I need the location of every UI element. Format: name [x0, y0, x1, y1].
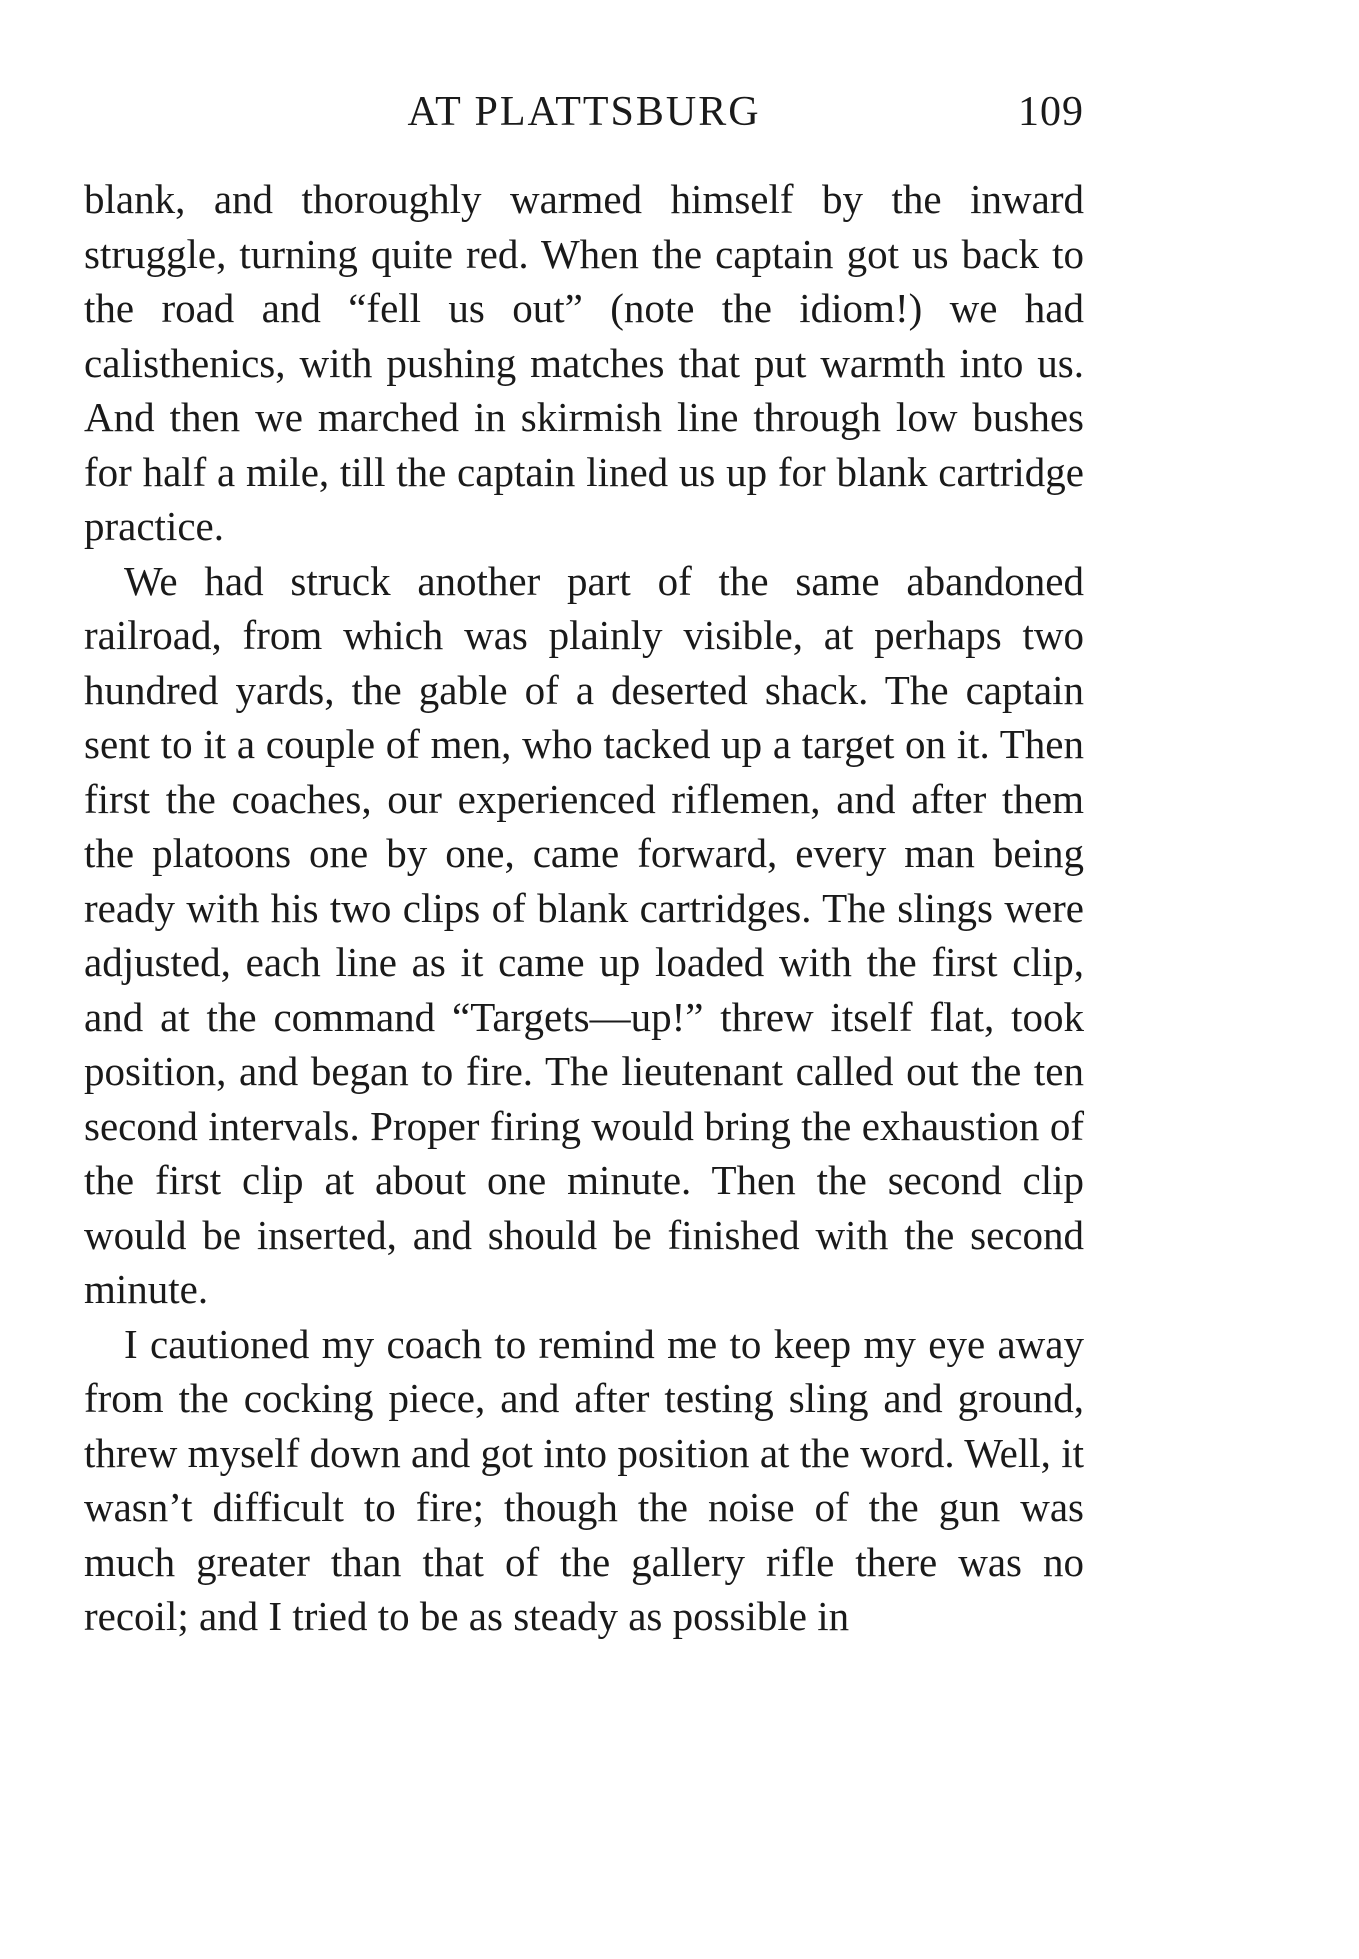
page-number: 109 — [1018, 89, 1084, 135]
paragraph-railroad: We had struck another part of the same abandoned railroad, from which was plainly visible, at perhaps two hundred yards, the gable of a deserted shack. The captain sent to it a couple of men, who tacked up a target on it. Then first the coaches, our experienced riflemen, and after them the platoons one by one, came forward, every man being ready with his two clips of blank cartridges. The slings were adjusted, each line as it came up loaded with the first clip, and at the command “Targets—up!” threw itself flat, took position, and began to fire. The lieutenant called out the ten second intervals. Proper firing would bring the exhaustion of the first clip at about one minute. Then the second clip would be inserted, and should be finished with the second minute. — [84, 557, 1084, 1312]
body-text — [84, 172, 1084, 1644]
running-title: AT PLATTSBURG — [407, 89, 761, 135]
running-head — [84, 84, 1084, 140]
paragraph-continued: blank, and thoroughly warmed himself by the inward struggle, turning quite red. When the captain got us back to the road and “fell us out” (note the idiom!) we had calisthenics, with pushing matches that put warmth into us. And then we marched in skirmish line through low bushes for half a mile, till the captain lined us up for blank cartridge practice. — [84, 176, 1084, 549]
book-page — [84, 0, 1084, 1959]
paragraph-coach: I cautioned my coach to remind me to keep my eye away from the cocking piece, and after testing sling and ground, threw myself down and got into position at the word. Well, it wasn’t difficult to fire; though the noise of the gun was much greater than that of the gallery rifle there was no recoil; and I tried to be as steady as possible in — [84, 1320, 1084, 1639]
